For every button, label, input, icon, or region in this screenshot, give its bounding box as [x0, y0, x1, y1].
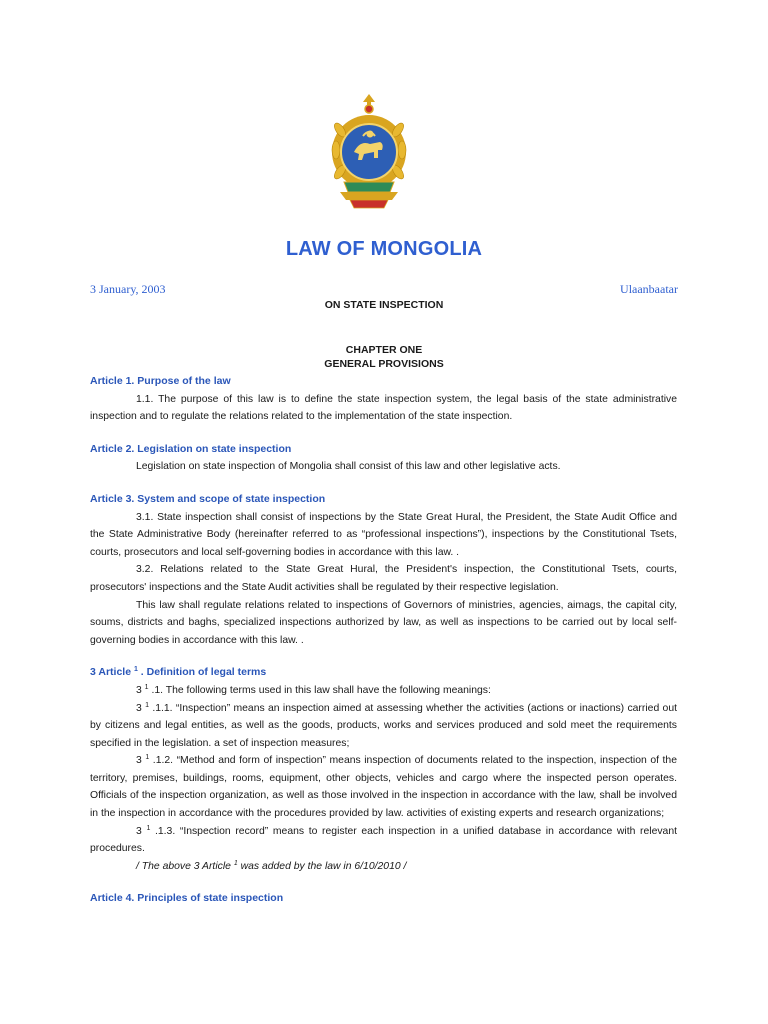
article-3-paragraph-3: This law shall regulate relations related to inspections of Governors of ministries, agencies, aimags, the capital city, soums, districts and baghs, specialized inspections authorized by law, as well as inspections to be carried out by local self-governing bodies in accordance with this law. . — [90, 599, 677, 646]
article-3-1-paragraph-2: 3 $^1$ .1.1. “Inspection” means an inspection aimed at assessing whether the activities (actions or inactions) carried out by citizens and legal entities, as well as the goods, products, works and services produced and sold meet the requirements specified in the legislation. a set of inspection measures; — [90, 701, 677, 749]
amendment-note: / The above 3 Article $^1$ was added by the law in 6/10/2010 / — [136, 859, 407, 872]
article-3-heading: Article 3. System and scope of state inspection — [90, 492, 326, 505]
chapter-number: CHAPTER ONE — [345, 344, 423, 356]
article-3-paragraph-1: 3.1. State inspection shall consist of inspections by the State Great Hural, the President, the State Audit Office and the State Administrative Body (hereinafter referred to as “professional inspections”), inspections by the Constitutional Tsets, courts, prosecutors and local self-governing bodies in accordance with this law. . — [90, 511, 677, 558]
article-3-1-paragraph-3: 3 $^1$ .1.2. “Method and form of inspection” means inspection of documents related to the inspection, inspection of the territory, premises, buildings, rooms, equipment, other objects, vehicles and cargo where the inspected person operates. Officials of the inspection organization, as well as those involved in the inspection in accordance with the law, shall be involved in the inspection in accordance with the procedures provided by law. activities of existing experts and research organizations; — [90, 754, 677, 820]
article-3-1-heading: 3 Article $^1$ . Definition of legal terms — [90, 666, 267, 679]
chapter-title: GENERAL PROVISIONS — [324, 358, 444, 370]
article-1-heading: Article 1. Purpose of the law — [90, 375, 231, 387]
document-place: Ulaanbaatar — [620, 282, 678, 296]
article-1-paragraph: 1.1. The purpose of this law is to define the state inspection system, the legal basis of the state administrative inspection and to regulate the relations related to the implementation of the state inspection. — [90, 393, 677, 423]
date-place-line — [90, 282, 678, 298]
article-2-heading: Article 2. Legislation on state inspection — [90, 442, 292, 455]
article-2-paragraph: Legislation on state inspection of Mongolia shall consist of this law and other legislative acts. — [136, 461, 561, 473]
state-emblem-icon — [330, 92, 408, 212]
document-body — [90, 373, 677, 908]
article-3-paragraph-2: 3.2. Relations related to the State Great Hural, the President's inspection, the Constitutional Tsets, courts, prosecutors' inspections and the State Audit activities shall be regulated by their respective legislation. — [90, 564, 677, 593]
article-4-heading: Article 4. Principles of state inspection — [90, 892, 284, 905]
document-title: LAW OF MONGOLIA — [285, 238, 483, 260]
document-date: 3 January, 2003 — [90, 282, 166, 296]
law-subtitle: ON STATE INSPECTION — [324, 299, 444, 311]
article-3-1-paragraph-4: 3 $^1$ .1.3. “Inspection record” means to register each inspection in a unified database in accordance with relevant procedures. — [90, 824, 677, 855]
article-3-1-paragraph-1: 3 $^1$ .1. The following terms used in this law shall have the following meanings: — [136, 683, 491, 696]
